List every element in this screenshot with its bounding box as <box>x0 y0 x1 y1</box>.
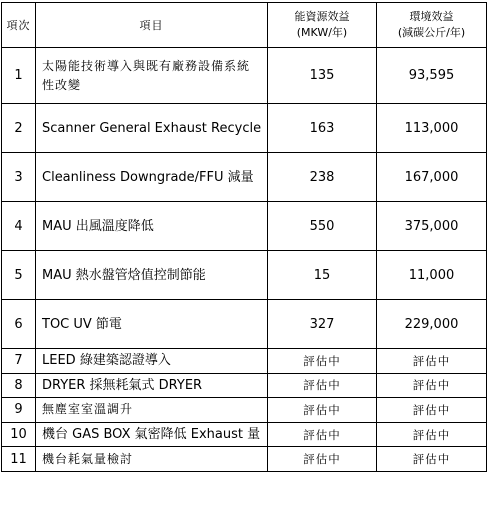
row-env: 375,000 <box>377 202 487 251</box>
row-no: 10 <box>2 422 36 447</box>
row-energy: 550 <box>268 202 377 251</box>
header-row <box>2 3 487 48</box>
row-env: 評估中 <box>377 398 487 423</box>
table-row <box>2 48 487 104</box>
header-env-unit: (減碳公斤/年) <box>397 26 466 39</box>
header-energy-title: 能資源效益 <box>294 10 350 23</box>
row-no: 8 <box>2 373 36 398</box>
table-row <box>2 251 487 300</box>
row-energy: 238 <box>268 153 377 202</box>
row-item: DRYER 採無耗氣式 DRYER <box>36 373 268 398</box>
row-item <box>36 48 268 104</box>
row-no: 6 <box>2 300 36 349</box>
row-energy: 135 <box>268 48 377 104</box>
table-row <box>2 153 487 202</box>
table-row <box>2 104 487 153</box>
table-row <box>2 398 487 423</box>
table-row <box>2 422 487 447</box>
row-energy: 評估中 <box>268 349 377 374</box>
row-energy: 評估中 <box>268 398 377 423</box>
row-env: 評估中 <box>377 422 487 447</box>
row-env: 229,000 <box>377 300 487 349</box>
header-no: 項次 <box>2 3 36 48</box>
row-item: 機台耗氣量檢討 <box>36 447 268 472</box>
row-item-line: 太陽能技術導入與既有廠務設備系統 <box>42 58 251 73</box>
row-no: 5 <box>2 251 36 300</box>
row-no: 9 <box>2 398 36 423</box>
row-item: 機台 GAS BOX 氣密降低 Exhaust 量 <box>36 422 268 447</box>
header-item: 項目 <box>36 3 268 48</box>
header-energy-benefit <box>268 3 377 48</box>
energy-saving-table <box>1 2 487 472</box>
header-env-title: 環境效益 <box>409 10 454 23</box>
row-item: MAU 熱水盤管焓值控制節能 <box>36 251 268 300</box>
row-env: 93,595 <box>377 48 487 104</box>
row-env: 11,000 <box>377 251 487 300</box>
row-item: TOC UV 節電 <box>36 300 268 349</box>
row-energy: 評估中 <box>268 447 377 472</box>
row-item: Cleanliness Downgrade/FFU 減量 <box>36 153 268 202</box>
table-row <box>2 373 487 398</box>
row-energy: 327 <box>268 300 377 349</box>
table-row <box>2 447 487 472</box>
table-row <box>2 202 487 251</box>
row-item: 無塵室室溫調升 <box>36 398 268 423</box>
row-no: 3 <box>2 153 36 202</box>
row-energy: 評估中 <box>268 373 377 398</box>
row-item: MAU 出風溫度降低 <box>36 202 268 251</box>
row-no: 11 <box>2 447 36 472</box>
table-row <box>2 349 487 374</box>
row-energy: 163 <box>268 104 377 153</box>
header-energy-unit: (MKW/年) <box>296 26 348 39</box>
row-no: 1 <box>2 48 36 104</box>
row-no: 2 <box>2 104 36 153</box>
header-environment-benefit <box>377 3 487 48</box>
row-item: Scanner General Exhaust Recycle <box>36 104 268 153</box>
row-env: 評估中 <box>377 447 487 472</box>
row-env: 113,000 <box>377 104 487 153</box>
row-energy: 評估中 <box>268 422 377 447</box>
row-env: 評估中 <box>377 373 487 398</box>
row-no: 7 <box>2 349 36 374</box>
row-item: LEED 綠建築認證導入 <box>36 349 268 374</box>
row-no: 4 <box>2 202 36 251</box>
row-energy: 15 <box>268 251 377 300</box>
row-item-line: 性改變 <box>42 77 82 92</box>
table-row <box>2 300 487 349</box>
row-env: 評估中 <box>377 349 487 374</box>
row-env: 167,000 <box>377 153 487 202</box>
